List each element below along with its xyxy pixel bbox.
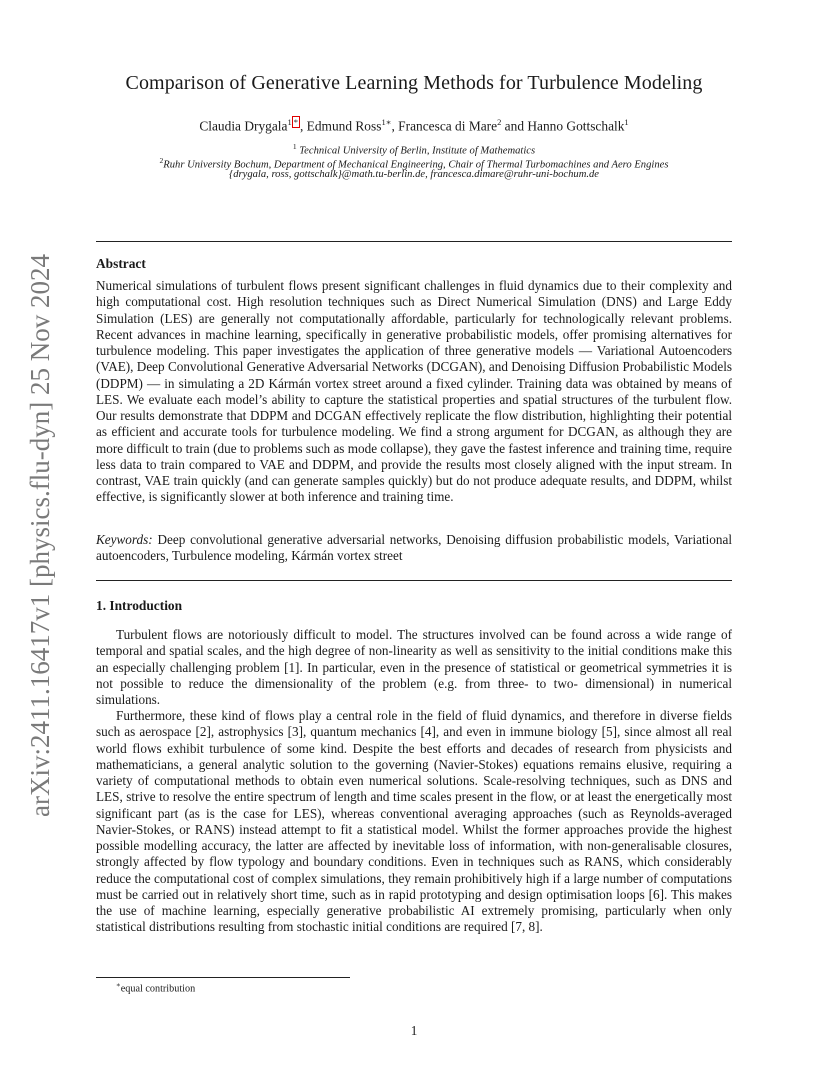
author-affiliation-mark: 2 [497, 117, 502, 127]
author-separator: , [299, 118, 307, 134]
author-list [96, 117, 732, 134]
intro-paragraph-1: Turbulent flows are notoriously difficult to model. The structures involved can be found across a wide range of temporal and spatial scales, and the high degree of non-linearity as well as sensitivity to the initial conditions make this an especially challenging problem [1]. In particular, even in the presence of statistical or geometrical symmetries it is not possible to reduce the dimensionality of the problem (e.g. from three- to two- dimensional) in numerical simulations. [96, 627, 732, 707]
paper-title: Comparison of Generative Learning Methods for Turbulence Modeling [125, 72, 703, 94]
keywords [96, 532, 732, 565]
footnote [116, 981, 195, 994]
footnote-mark: ∗ [116, 981, 121, 989]
affiliation-text: Technical University of Berlin, Institute of Mathematics [296, 145, 536, 157]
section-heading-introduction: 1. Introduction [96, 598, 183, 613]
abstract-heading: Abstract [96, 256, 146, 271]
page-number: 1 [410, 1023, 418, 1038]
affiliation-number: 1 [292, 142, 297, 151]
author-name: Francesca di Mare [398, 118, 498, 134]
keywords-label: Keywords: [96, 532, 153, 547]
author-emails: {drygala, ross, gottschalk}@math.tu-berlin.de, francesca.dimare@ruhr-uni-bochum.de [228, 169, 600, 180]
author-name: Claudia Drygala [199, 118, 288, 134]
keywords-text: Deep convolutional generative adversarial networks, Denoising diffusion probabilistic models, Variational autoencoders, Turbulence modeling, Kármán vortex street [96, 532, 732, 564]
abstract-text: Numerical simulations of turbulent flows present significant challenges in fluid dynamics due to their complexity and high computational cost. High resolution techniques such as Direct Numerical Simulation (DNS) and Large Eddy Simulation (LES) are generally not computationally affordable, particularly for technologically relevant problems. Recent advances in machine learning, specifically in generative probabilistic models, offer promising alternatives for turbulence modeling. This paper investigates the application of three generative models — Variational Autoencoders (VAE), Deep Convolutional Generative Adversarial Networks (DCGAN), and Denoising Diffusion Probabilistic Models (DDPM) — in simulating a 2D Kármán vortex street around a fixed cylinder. Training data was obtained by means of LES. We evaluate each model’s ability to capture the statistical properties and spatial structures of the turbulent flow. Our results demonstrate that DDPM and DCGAN effectively replicate the flow distribution, highlighting their potential as efficient and accurate tools for turbulence modeling. We find a strong argument for DCGAN, as although they are more difficult to train (due to problems such as mode collapse), they gave the fastest inference and training time, require less data to train compared to VAE and DDPM, and provide the results most closely aligned with the input stream. In contrast, VAE train quickly (and can generate samples quickly) but do not produce adequate results, and DDPM, whilst effective, is significantly slower at both inference and training time. [96, 278, 732, 505]
author-name: Edmund Ross [306, 118, 382, 134]
author-affiliation-mark: 1 [287, 117, 292, 127]
arxiv-identifier [14, 215, 66, 855]
affiliation-text: Ruhr University Bochum, Department of Mechanical Engineering, Chair of Thermal Turbomachines and Aero Engines [163, 159, 669, 171]
intro-paragraph-2: Furthermore, these kind of flows play a central role in the field of fluid dynamics, and therefore in diverse fields such as aerospace [2], astrophysics [3], quantum mechanics [4], and even in immune biology [5], since almost all real world flows exhibit turbulence of some kind. Despite the best efforts and decades of research from physicists and mathematicians, a general analytic solution to the governing (Navier-Stokes) equations remains elusive, requiring a variety of computational methods to obtain even numerical solutions. Scale-resolving techniques, such as DNS and LES, strive to resolve the entire spectrum of length and time scales present in the flow, or at least the energetically most significant part (as is the case for LES), whereas conventional averaging approaches (such as Reynolds-averaged Navier-Stokes, or RANS) instead attempt to fit a statistical model. Whilst the former approaches provide the highest possible modelling accuracy, the latter are affected by inevitable loss of information, with non-generalisable closures, strongly affected by flow typology and boundary conditions. Even in techniques such as RANS, which considerably reduce the computational cost of complex simulations, they remain prohibitively high if a large number of computations must be carried out in relatively short time, such as in rapid prototyping and design optimisation loops [6]. This makes the use of machine learning, especially generative probabilistic AI extremely promising, particularly when only statistical distributions resulting from stochastic initial conditions are required [7, 8]. [96, 708, 732, 935]
abstract-bottom-rule [96, 580, 732, 581]
arxiv-identifier-text: arXiv:2411.16417v1 [physics.flu-dyn] 25 Nov 2024 [24, 253, 55, 817]
author-affiliation-mark: 1 [624, 117, 629, 127]
affiliation-number: 2 [159, 156, 164, 165]
author-name: Hanno Gottschalk [527, 118, 625, 134]
footnote-text: equal contribution [120, 983, 196, 995]
author-separator: , [391, 118, 399, 134]
author-affiliation-mark: 1∗ [381, 117, 392, 127]
abstract-top-rule [96, 241, 732, 242]
footnote-rule [96, 977, 350, 978]
author-separator: and [501, 118, 528, 134]
footnote-link[interactable]: * [293, 117, 298, 127]
